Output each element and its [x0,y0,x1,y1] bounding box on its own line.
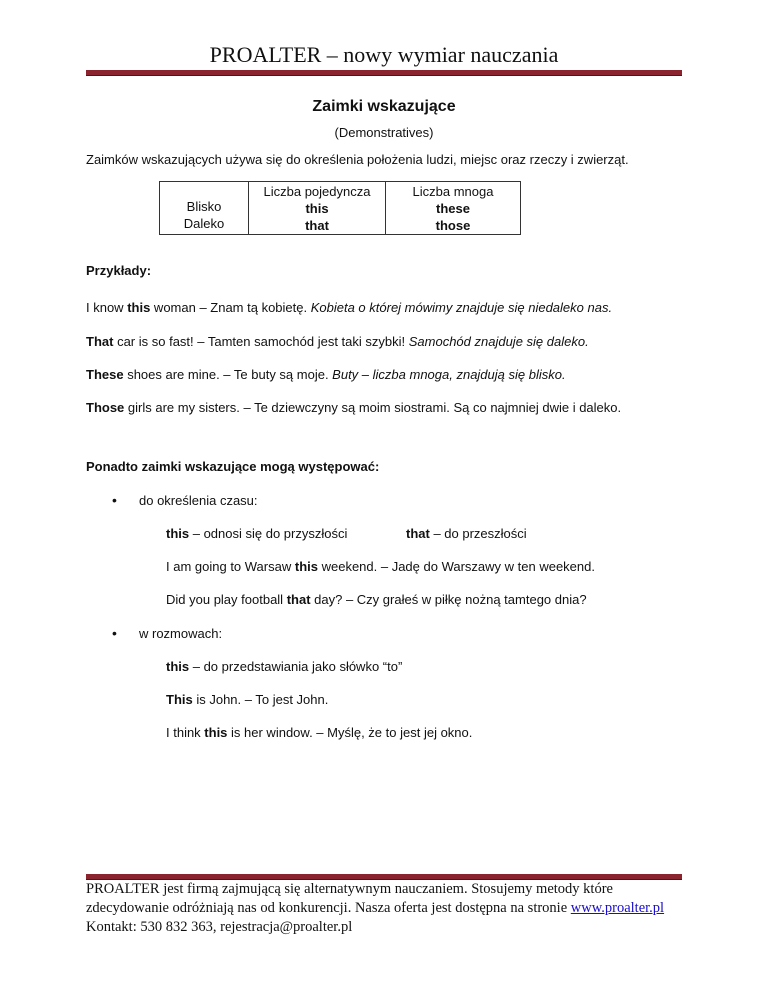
col-header-plural: Liczba mnoga [412,183,494,199]
intro-paragraph: Zaimków wskazujących używa się do określenia położenia ludzi, miejsc oraz rzeczy i zwierząt. [86,152,629,167]
document-title: Zaimki wskazujące [312,98,456,115]
table-col-singular [249,182,386,235]
cell-near-singular: this [305,200,329,216]
cell-far-singular: that [305,217,329,233]
bullet-icon: • [112,492,117,508]
footer-line-1: PROALTER jest firmą zajmującą się alternatywnym nauczaniem. Stosujemy metody które [86,881,613,897]
document-subtitle: (Demonstratives) [334,125,434,140]
cell-near-plural: these [436,200,470,216]
time-this-def: this – odnosi się do przyszłości [166,526,348,541]
example-line-2: That car is so fast! – Tamten samochód jest taki szybki! Samochód znajduje się daleko. [86,334,589,349]
example-line-3: These shoes are mine. – Te buty są moje. Buty – liczba mnoga, znajdują się blisko. [86,367,566,382]
cell-far-plural: those [435,217,471,233]
time-label: do określenia czasu: [139,493,258,508]
page-header-title: PROALTER – nowy wymiar nauczania [209,42,559,67]
footer-line-3: Kontakt: 530 832 363, rejestracja@proalter.pl [86,919,353,935]
conv-example-1: This is John. – To jest John. [166,692,329,707]
footer-text [86,880,686,937]
table-row-labels [160,182,249,235]
time-that-def: that – do przeszłości [406,526,527,541]
row-label-far: Daleko [183,216,225,231]
conv-example-2: I think this is her window. – Myślę, że to jest jej okno. [166,725,473,740]
demonstratives-table [159,181,521,235]
time-example-2: Did you play football that day? – Czy grałeś w piłkę nożną tamtego dnia? [166,592,587,607]
footer-line-2: zdecydowanie odróżniają nas od konkurencji. Nasza oferta jest dostępna na stronie www.proalter.pl [86,900,665,916]
examples-heading: Przykłady: [86,263,152,278]
header-rule [86,70,682,76]
time-example-1: I am going to Warsaw this weekend. – Jadę do Warszawy w ten weekend. [166,559,595,574]
bullet-icon: • [112,625,117,641]
example-line-4: Those girls are my sisters. – Te dziewczyny są moim siostrami. Są co najmniej dwie i daleko. [86,400,622,415]
website-link[interactable]: www.proalter.pl [570,900,665,916]
row-label-near: Blisko [186,199,222,214]
more-heading: Ponadto zaimki wskazujące mogą występować: [86,459,380,474]
table-col-plural [386,182,521,235]
conv-label: w rozmowach: [139,626,223,641]
col-header-singular: Liczba pojedyncza [263,183,371,199]
example-line-1: I know this woman – Znam tą kobietę. Kobieta o której mówimy znajduje się niedaleko nas. [86,300,613,315]
conv-this-def: this – do przedstawiania jako słówko “to” [166,659,403,674]
